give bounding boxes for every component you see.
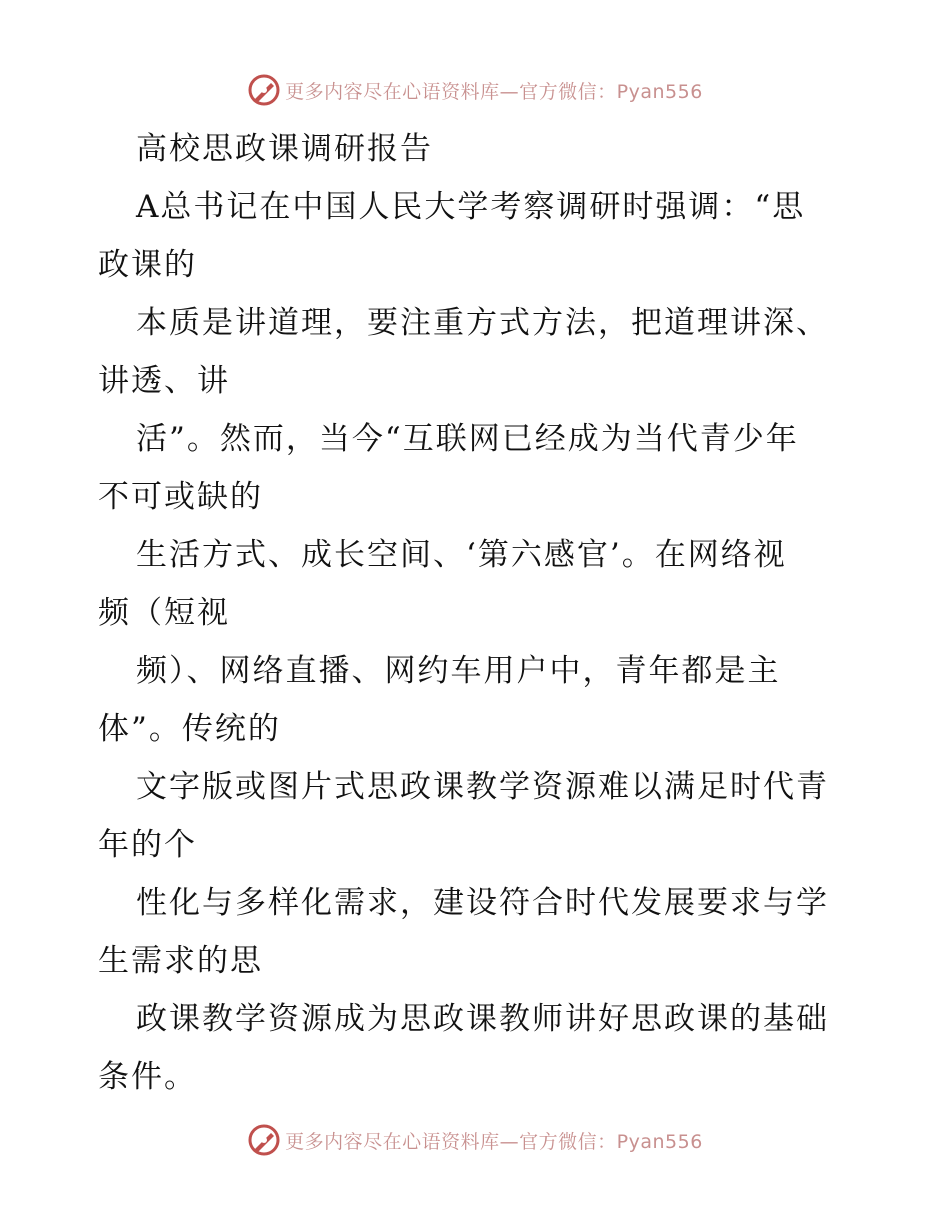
paragraph-line: 频）、网络直播、网约车用户中，青年都是主 xyxy=(136,653,781,689)
paragraph-line: 生需求的思 xyxy=(98,943,263,979)
paragraph-line: 不可或缺的 xyxy=(98,479,263,515)
pen-logo-icon xyxy=(247,1123,281,1157)
paragraph-line: 政课教学资源成为思政课教师讲好思政课的基础 xyxy=(136,1001,829,1037)
paragraph-line: A总书记在中国人民大学考察调研时强调：“思 xyxy=(136,189,806,225)
watermark-footer xyxy=(0,1122,950,1158)
pen-logo-icon xyxy=(247,73,281,107)
watermark-header xyxy=(0,72,950,108)
paragraph-line: 性化与多样化需求，建设符合时代发展要求与学 xyxy=(136,885,829,921)
paragraph-line: 文字版或图片式思政课教学资源难以满足时代青 xyxy=(136,769,829,805)
paragraph-line: 本质是讲道理，要注重方式方法，把道理讲深、 xyxy=(136,305,829,341)
paragraph-line: 生活方式、成长空间、‘第六感官’。在网络视 xyxy=(136,537,787,573)
paragraph-line: 体”。传统的 xyxy=(98,711,281,747)
watermark-text: 更多内容尽在心语资料库—官方微信：Pyan556 xyxy=(285,80,703,103)
paragraph-line: 活”。然而，当今“互联网已经成为当代青少年 xyxy=(136,421,799,457)
paragraph-line: 条件。 xyxy=(98,1059,197,1095)
watermark-text: 更多内容尽在心语资料库—官方微信：Pyan556 xyxy=(285,1130,703,1153)
document-body xyxy=(98,120,858,1106)
document-title: 高校思政课调研报告 xyxy=(136,131,433,167)
paragraph-line: 讲透、讲 xyxy=(98,363,230,399)
paragraph-line: 年的个 xyxy=(98,827,197,863)
paragraph-line: 频（短视 xyxy=(98,595,230,631)
paragraph-line: 政课的 xyxy=(98,247,197,283)
